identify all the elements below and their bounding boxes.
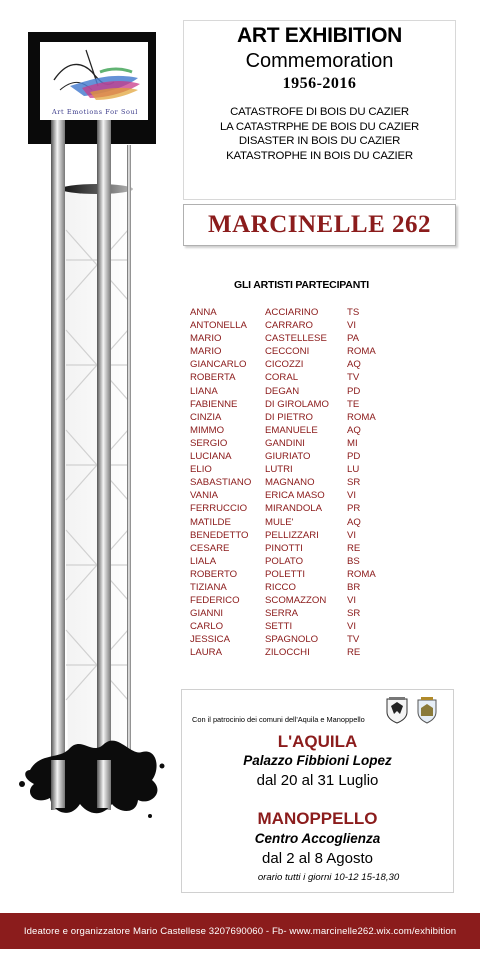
- artist-city: VI: [347, 529, 357, 541]
- artist-first-name: ELIO: [190, 464, 212, 476]
- venue-dates-1: dal 20 al 31 Luglio: [256, 772, 379, 789]
- artist-first-name: CINZIA: [190, 411, 222, 423]
- artist-city: SR: [347, 477, 361, 489]
- artist-first-name: MIMMO: [190, 424, 225, 436]
- artist-city: PR: [347, 503, 361, 515]
- artist-first-name: BENEDETTO: [190, 529, 249, 541]
- artist-row: [190, 646, 440, 659]
- artist-first-name: CESARE: [190, 542, 230, 554]
- artist-row: [190, 581, 440, 594]
- artist-row: [190, 502, 440, 515]
- artist-last-name: DEGAN: [265, 385, 300, 397]
- artist-city: SR: [347, 608, 361, 620]
- artist-row: [190, 489, 440, 502]
- artist-city: MI: [347, 437, 358, 449]
- artist-last-name: GANDINI: [265, 437, 305, 449]
- artist-last-name: MAGNANO: [265, 477, 315, 489]
- disaster-title-fr: LA CATASTRPHE DE BOIS DU CAZIER: [219, 120, 420, 133]
- artist-last-name: GIURIATO: [265, 451, 311, 463]
- artist-city: RE: [347, 647, 361, 659]
- artist-last-name: MIRANDOLA: [265, 503, 323, 515]
- disaster-title-en: DISASTER IN BOIS DU CAZIER: [238, 135, 401, 147]
- artist-last-name: LUTRI: [265, 464, 293, 476]
- artist-first-name: JESSICA: [190, 634, 230, 646]
- artist-first-name: ANNA: [190, 307, 217, 318]
- artist-city: BS: [347, 555, 360, 567]
- artist-first-name: MARIO: [190, 333, 222, 345]
- disaster-title-de: KATASTROPHE IN BOIS DU CAZIER: [226, 149, 413, 162]
- artist-row: [190, 332, 440, 345]
- artist-city: ROMA: [347, 346, 376, 358]
- venue-place-1: Palazzo Fibbioni Lopez: [243, 753, 392, 768]
- venue-dates-2: dal 2 al 8 Agosto: [262, 850, 373, 867]
- artist-last-name: CASTELLESE: [265, 333, 327, 345]
- artist-last-name: ZILOCCHI: [265, 647, 310, 659]
- artist-last-name: SCOMAZZON: [265, 595, 327, 607]
- artist-row: [190, 594, 440, 607]
- artist-row: [190, 385, 440, 398]
- artist-row: [190, 437, 440, 450]
- artist-first-name: FABIENNE: [190, 398, 238, 410]
- artist-city: TS: [347, 307, 360, 318]
- venue-place-2: Centro Accoglienza: [254, 831, 381, 846]
- artist-row: [190, 398, 440, 411]
- artist-first-name: FEDERICO: [190, 595, 240, 607]
- venue-city-2: MANOPPELLO: [257, 809, 378, 828]
- artist-last-name: MULE': [265, 516, 294, 528]
- artist-last-name: ERICA MASO: [265, 490, 325, 502]
- organizer-footer: [0, 913, 480, 949]
- artist-city: TV: [347, 634, 360, 646]
- artist-last-name: PINOTTI: [265, 542, 303, 554]
- mine-shaft-artwork: [0, 0, 180, 900]
- disaster-titles: [184, 105, 455, 163]
- exhibition-subtitle: Commemoration: [245, 50, 394, 72]
- artist-last-name: CORAL: [265, 372, 299, 384]
- artist-row: [190, 633, 440, 646]
- artist-city: BR: [347, 581, 361, 593]
- artist-first-name: SERGIO: [190, 437, 228, 449]
- artist-row: [190, 555, 440, 568]
- artist-row: [190, 450, 440, 463]
- artist-row: [190, 371, 440, 384]
- artist-last-name: POLETTI: [265, 568, 305, 580]
- artist-last-name: SETTI: [265, 621, 293, 633]
- venue-panel: [181, 689, 454, 893]
- artist-row: [190, 306, 440, 319]
- artist-city: ROMA: [347, 411, 376, 423]
- artist-first-name: MARIO: [190, 346, 222, 358]
- artist-row: [190, 568, 440, 581]
- artists-heading: GLI ARTISTI PARTECIPANTI: [234, 279, 370, 291]
- artist-row: [190, 620, 440, 633]
- artist-last-name: DI PIETRO: [265, 411, 313, 423]
- artist-first-name: LAURA: [190, 647, 222, 659]
- artist-city: AQ: [347, 516, 361, 528]
- artist-last-name: EMANUELE: [265, 424, 318, 436]
- artist-city: VI: [347, 490, 357, 502]
- artist-first-name: ANTONELLA: [190, 320, 247, 332]
- artist-first-name: GIANNI: [190, 608, 224, 620]
- artist-city: TE: [347, 398, 360, 410]
- artist-first-name: SABASTIANO: [190, 477, 252, 489]
- patronage-text: Con il patrocinio dei comuni dell'Aquila e Manoppello: [192, 715, 365, 724]
- artist-city: PA: [347, 333, 360, 345]
- artist-city: TV: [347, 372, 360, 384]
- laquila-crest-icon: [384, 696, 410, 724]
- artist-last-name: SERRA: [265, 608, 299, 620]
- artist-city: VI: [347, 595, 357, 607]
- artist-first-name: LIALA: [190, 555, 217, 567]
- exhibition-header: [183, 20, 456, 200]
- artist-first-name: FERRUCCIO: [190, 503, 248, 515]
- artist-city: PD: [347, 451, 361, 463]
- artist-city: ROMA: [347, 568, 376, 580]
- artist-row: [190, 463, 440, 476]
- event-name-box: [183, 204, 456, 246]
- logo-tagline: Art Emotions For Soul: [52, 108, 138, 116]
- artist-row: [190, 358, 440, 371]
- artist-last-name: POLATO: [265, 555, 304, 567]
- artist-row: [190, 476, 440, 489]
- artist-row: [190, 529, 440, 542]
- artist-city: PD: [347, 385, 361, 397]
- artist-last-name: PELLIZZARI: [265, 529, 319, 541]
- artist-first-name: LUCIANA: [190, 451, 232, 463]
- brush-art-logo-icon: [40, 42, 148, 112]
- artist-first-name: TIZIANA: [190, 581, 227, 593]
- artist-last-name: CICOZZI: [265, 359, 304, 371]
- artist-first-name: LIANA: [190, 385, 218, 397]
- artist-last-name: CARRARO: [265, 320, 313, 332]
- artist-city: VI: [347, 621, 357, 633]
- artist-row: [190, 607, 440, 620]
- artist-city: AQ: [347, 359, 361, 371]
- artist-row: [190, 319, 440, 332]
- artist-first-name: ROBERTO: [190, 568, 238, 580]
- organizer-contact: Ideatore e organizzatore Mario Castellese 3207690060 - Fb- www.marcinelle262.wix.com/exhibition: [23, 925, 457, 937]
- artist-city: LU: [347, 464, 360, 476]
- artist-city: AQ: [347, 424, 361, 436]
- mine-shaft-illustration: [0, 0, 180, 900]
- artist-last-name: ACCIARINO: [265, 307, 319, 318]
- artist-city: VI: [347, 320, 357, 332]
- artists-list: [190, 306, 440, 660]
- manoppello-crest-icon: [416, 696, 438, 724]
- artist-row: [190, 411, 440, 424]
- artist-first-name: CARLO: [190, 621, 224, 633]
- disaster-title-it: CATASTROFE DI BOIS DU CAZIER: [230, 106, 409, 118]
- opening-hours: orario tutti i giorni 10-12 15-18,30: [257, 872, 400, 883]
- artist-first-name: VANIA: [190, 490, 219, 502]
- artist-row: [190, 542, 440, 555]
- artist-last-name: CECCONI: [265, 346, 310, 358]
- artist-first-name: GIANCARLO: [190, 359, 247, 371]
- event-name: MARCINELLE 262: [208, 211, 431, 238]
- artist-first-name: MATILDE: [190, 516, 231, 528]
- artist-city: RE: [347, 542, 361, 554]
- artist-first-name: ROBERTA: [190, 372, 236, 384]
- artist-last-name: DI GIROLAMO: [265, 398, 329, 410]
- artist-last-name: SPAGNOLO: [265, 634, 319, 646]
- artist-last-name: RICCO: [265, 581, 296, 593]
- artist-row: [190, 345, 440, 358]
- artist-row: [190, 516, 440, 529]
- exhibition-years: 1956-2016: [282, 75, 357, 92]
- venue-city-1: L'AQUILA: [277, 732, 358, 751]
- exhibition-title: ART EXHIBITION: [237, 24, 402, 47]
- artist-row: [190, 424, 440, 437]
